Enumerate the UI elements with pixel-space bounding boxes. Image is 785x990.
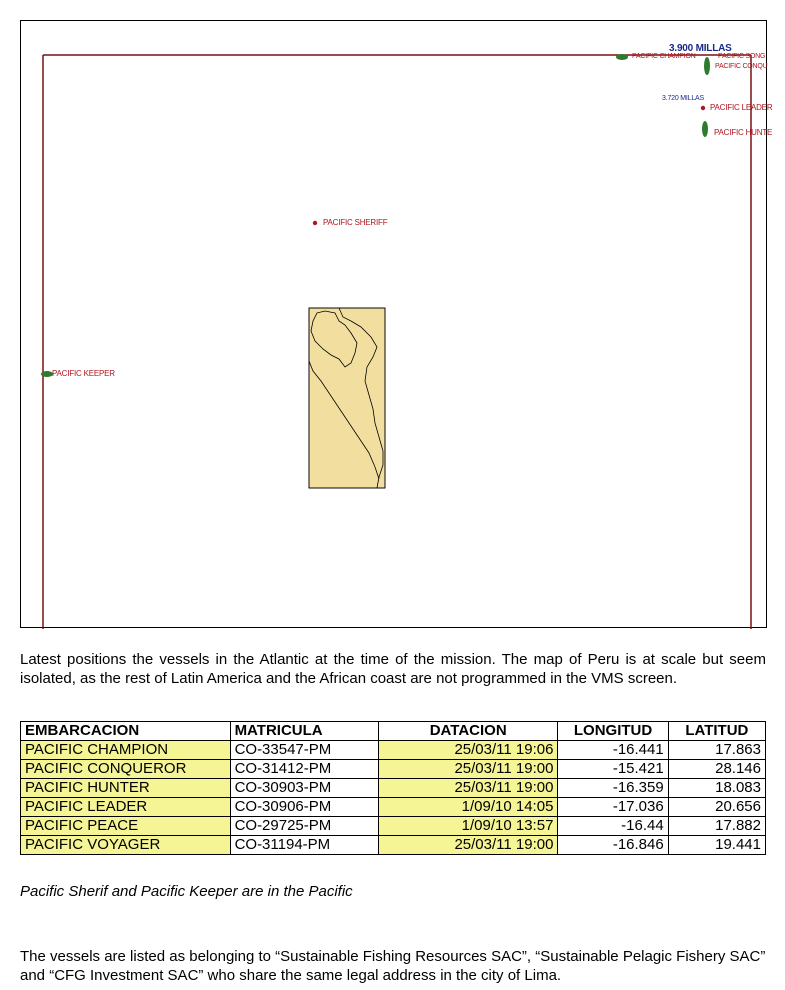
cell-embarcacion: PACIFIC CONQUEROR [21, 760, 231, 779]
cell-embarcacion: PACIFIC PEACE [21, 817, 231, 836]
cell-latitud: 17.882 [668, 817, 765, 836]
cell-datacion: 25/03/11 19:00 [378, 836, 557, 855]
vessel-label-hunter: PACIFIC HUNTE [714, 128, 773, 137]
table-header-row [21, 722, 766, 741]
cell-longitud: -16.441 [558, 741, 668, 760]
column-header-latitud: LATITUD [668, 722, 765, 741]
vms-map [20, 20, 773, 628]
cell-datacion: 1/09/10 14:05 [378, 798, 557, 817]
pacific-note: Pacific Sherif and Pacific Keeper are in the Pacific [20, 883, 353, 900]
distance-label-3720: 3.720 MILLAS [662, 95, 704, 102]
cell-longitud: -16.846 [558, 836, 668, 855]
cell-datacion: 1/09/10 13:57 [378, 817, 557, 836]
table-row [21, 760, 766, 779]
table-row [21, 836, 766, 855]
distance-label-3900: 3.900 MILLAS [669, 43, 732, 54]
table-row [21, 779, 766, 798]
table-row [21, 741, 766, 760]
vessel-label-sheriff: PACIFIC SHERIFF [323, 218, 388, 227]
cell-embarcacion: PACIFIC CHAMPION [21, 741, 231, 760]
column-header-matricula: MATRICULA [230, 722, 378, 741]
cell-latitud: 20.656 [668, 798, 765, 817]
position-dot-icon [313, 106, 705, 225]
ownership-paragraph: The vessels are listed as belonging to “Sustainable Fishing Resources SAC”, “Sustainable Pelagic Fishery SAC” and “CFG Investment SAC” who share the same legal address in the city of Lima. [20, 948, 766, 984]
column-header-embarcacion: EMBARCACION [21, 722, 231, 741]
cell-longitud: -16.359 [558, 779, 668, 798]
cell-datacion: 25/03/11 19:00 [378, 779, 557, 798]
cell-latitud: 19.441 [668, 836, 765, 855]
vessel-label-champion: PACIFIC CHAMPION [632, 53, 696, 60]
cell-embarcacion: PACIFIC VOYAGER [21, 836, 231, 855]
cell-datacion: 25/03/11 19:00 [378, 760, 557, 779]
table-row [21, 798, 766, 817]
cell-latitud: 17.863 [668, 741, 765, 760]
map-caption: Latest positions the vessels in the Atlantic at the time of the mission. The map of Peru is at scale but seem isolated, as the rest of Latin America and the African coast are not programmed in the VMS screen. [20, 651, 766, 687]
cell-matricula: CO-31194-PM [230, 836, 378, 855]
map-canvas [21, 21, 768, 629]
cell-matricula: CO-30906-PM [230, 798, 378, 817]
cell-datacion: 25/03/11 19:06 [378, 741, 557, 760]
cell-matricula: CO-31412-PM [230, 760, 378, 779]
cell-longitud: -16.44 [558, 817, 668, 836]
cell-matricula: CO-29725-PM [230, 817, 378, 836]
cell-matricula: CO-33547-PM [230, 741, 378, 760]
cell-embarcacion: PACIFIC HUNTER [21, 779, 231, 798]
cell-latitud: 18.083 [668, 779, 765, 798]
cell-matricula: CO-30903-PM [230, 779, 378, 798]
table-row [21, 817, 766, 836]
cell-longitud: -17.036 [558, 798, 668, 817]
cell-embarcacion: PACIFIC LEADER [21, 798, 231, 817]
column-header-longitud: LONGITUD [558, 722, 668, 741]
cell-longitud: -15.421 [558, 760, 668, 779]
vessel-label-leader: PACIFIC LEADER [710, 103, 773, 112]
vessel-positions-table [20, 721, 766, 855]
peru-map-shape [309, 308, 385, 488]
vessel-label-song: PACIFIC SONG [718, 53, 766, 60]
cell-latitud: 28.146 [668, 760, 765, 779]
vessel-label-conqueror: PACIFIC CONQU [715, 63, 768, 70]
column-header-datacion: DATACION [378, 722, 557, 741]
vessel-label-keeper: PACIFIC KEEPER [52, 369, 115, 378]
